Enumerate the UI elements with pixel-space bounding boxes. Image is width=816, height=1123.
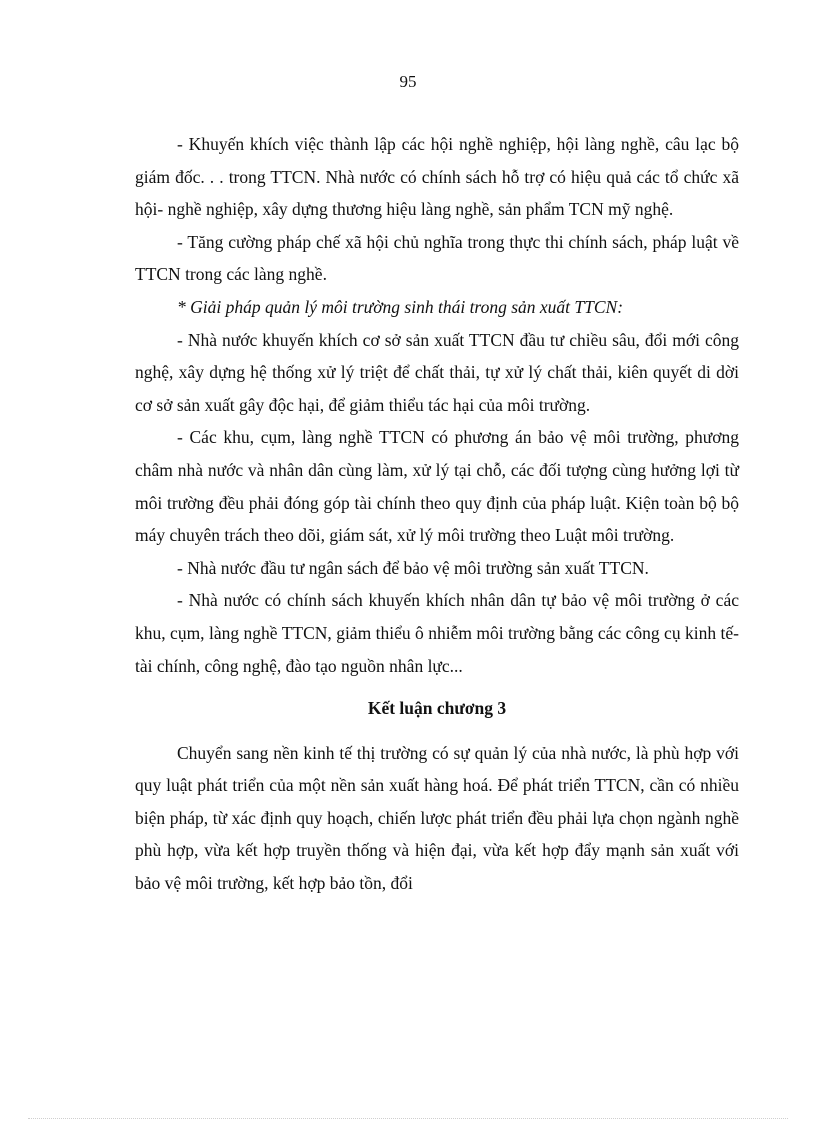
document-body <box>135 128 739 900</box>
bottom-divider <box>28 1118 788 1119</box>
paragraph-environment-solutions-heading: * Giải pháp quản lý môi trường sinh thái trong sản xuất TTCN: <box>177 296 624 317</box>
page-number: 95 <box>399 72 417 91</box>
paragraph-legal-enforcement: - Tăng cường pháp chế xã hội chủ nghĩa trong thực thi chính sách, pháp luật về TTCN trong các làng nghề. <box>135 231 739 285</box>
paragraph-tech-investment: - Nhà nước khuyến khích cơ sở sản xuất TTCN đầu tư chiều sâu, đổi mới công nghệ, xây dựng hệ thống xử lý triệt để chất thải, tự xử lý chất thải, kiên quyết di dời cơ sở sản xuất gây độc hại, để giảm thiểu tác hại của môi trường. <box>135 329 739 415</box>
paragraph-budget: - Nhà nước đầu tư ngân sách để bảo vệ môi trường sản xuất TTCN. <box>177 557 649 578</box>
paragraph-associations: - Khuyến khích việc thành lập các hội nghề nghiệp, hội làng nghề, câu lạc bộ giám đốc. . . trong TTCN. Nhà nước có chính sách hỗ trợ có hiệu quả các tổ chức xã hội- nghề nghiệp, xây dựng thương hiệu làng nghề, sản phẩm TCN mỹ nghệ. <box>135 134 739 220</box>
section-heading: Kết luận chương 3 <box>367 698 507 719</box>
paragraph-conclusion: Chuyển sang nền kinh tế thị trường có sự quản lý của nhà nước, là phù hợp với quy luật phát triển của một nền sản xuất hàng hoá. Để phát triển TTCN, cần có nhiều biện pháp, từ xác định quy hoạch, chiến lược phát triển đều phải lựa chọn ngành nghề phù hợp, vừa kết hợp truyền thống và hiện đại, vừa kết hợp đẩy mạnh sản xuất với bảo vệ môi trường, kết hợp bảo tồn, đổi <box>135 742 739 894</box>
paragraph-citizen-protection: - Nhà nước có chính sách khuyến khích nhân dân tự bảo vệ môi trường ở các khu, cụm, làng nghề TTCN, giảm thiểu ô nhiễm môi trường bằng các công cụ kinh tế- tài chính, công nghệ, đào tạo nguồn nhân lực... <box>135 590 739 676</box>
paragraph-environment-plan: - Các khu, cụm, làng nghề TTCN có phương án bảo vệ môi trường, phương châm nhà nước và nhân dân cùng làm, xử lý tại chỗ, các đối tượng cùng hưởng lợi từ môi trường đều phải đóng góp tài chính theo quy định của pháp luật. Kiện toàn bộ bộ máy chuyên trách theo dõi, giám sát, xử lý môi trường theo Luật môi trường. <box>135 427 739 546</box>
